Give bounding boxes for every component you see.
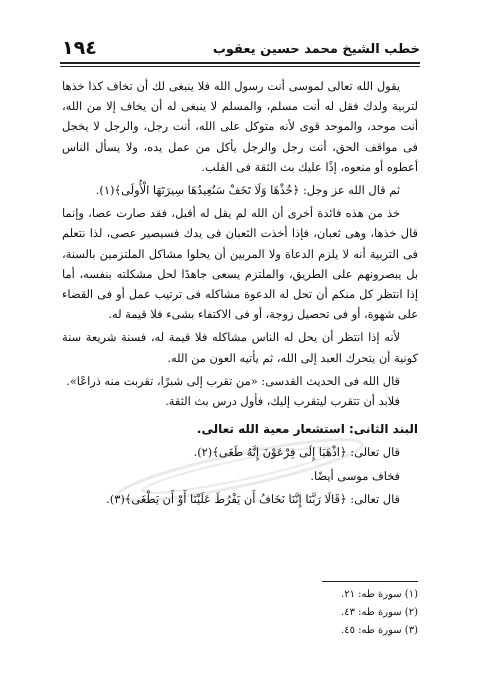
quote-line: قال تعالى: ﴿قَالَا رَبَّنَا إِنَّنَا نَخَافُ أَن يَفْرُطَ عَلَيْنَا أَوْ أَن يَطْغَى﴾(٣). [106, 491, 400, 506]
section-heading: البند الثانى: استشعار معية الله تعالى. [196, 422, 418, 437]
paragraph: فلابد أن تتقرب ليتقرب إليك، فأول درس بث الثقة. [165, 394, 400, 409]
paragraph-hadith: قال الله فى الحديث القدسى: «من تقرب إلى شبرًا، تقربت منه ذراعًا». [66, 373, 400, 388]
footnotes [200, 586, 418, 640]
page-header [62, 26, 420, 60]
paragraph: لأنه إذا انتظر أن يحل له الناس مشاكله فلا قيمة له، فسنة شريعة سنة كونية أن يتحرك العبد إلى الله، ثم يأتيه العون من الله. [62, 330, 418, 365]
paragraph-quran-verse: ثم قال الله عز وجل: ﴿خُذْهَا وَلَا تَخَفْ سَنُعِيدُهَا سِيرَتَهَا الْأُولَى﴾(١). [95, 183, 400, 198]
quote-line: قال تعالى: ﴿اذْهَبَا إِلَى فِرْعَوْنَ إِنَّهُ طَغَى﴾(٢). [193, 445, 400, 460]
footnote-item: (١) سورة طه: ٢١. [341, 589, 418, 600]
paragraph: يقول الله تعالى لموسى أنت رسول الله فلا ينبغى لك أن تخاف كذا خذها لتربية ولدك فقل له أنت مسلم، والمسلم لا ينبغى له أن يخاف إلا من الله، أنت موحد، والموحد قوى لأنه متوكل على الله، أنت رجل، والرجل لا يخجل فى مواقف الحق، أنت رجل والرجل يأكل من عمل يده، ولا يسأل الناس أعطوه أو منعوه، إذًا عليك بث الثقة فى القلب. [62, 79, 418, 174]
footnote-rule [322, 581, 418, 582]
footnote-item: (٣) سورة طه: ٤٥. [341, 625, 418, 636]
footnote-item: (٢) سورة طه: ٤٣. [341, 607, 418, 618]
paragraph: خذ من هذه فائدة أخرى أن الله لم يقل له أقبل، فقد صارت عصا، وإنما قال خذها، وهى ثعبان، فإذا أخذت الثعبان فى يدك فسيصير عصى، لذا نتعلم فى التربية أنه لا يلزم الدعاة ولا المربين أن يحلوا مشاكل الملتزمين بالسنة، بل يبصرونهم على الطريق، والملتزم يسعى جاهدًا لحل مشكلته بنفسه، أما إذا انتظر كل منكم أن تحل له الدعوة مشاكله فى ترتيب عمل أو فى القضاء على شهوة، أو فى تحصيل زوجة، أو فى الاكتفاء بشىء فلا قيمة له. [62, 206, 418, 322]
header-rule-thick [60, 62, 420, 64]
running-title: خطب الشيخ محمد حسين يعقوب [212, 42, 420, 57]
header-rule-thin [60, 66, 420, 67]
page-number: ١٩٤ [62, 37, 97, 59]
quote-line: فخاف موسى أيضًا. [310, 468, 400, 483]
